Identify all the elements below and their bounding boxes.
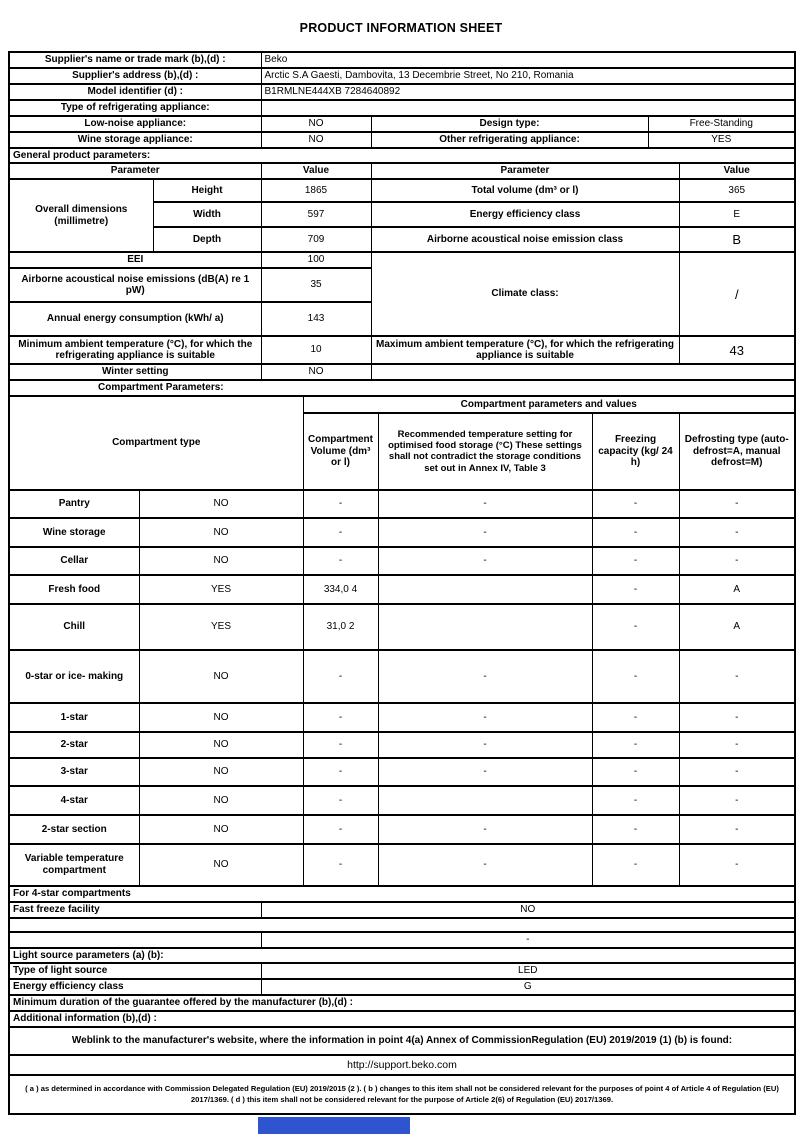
low-noise-label: Low-noise appliance: — [9, 116, 261, 132]
low-noise-value: NO — [261, 116, 371, 132]
model-identifier-label: Model identifier (d) : — [9, 84, 261, 100]
compartment-defrost: - — [679, 732, 795, 758]
compartment-volume: - — [303, 786, 378, 815]
compartment-freezing: - — [592, 650, 679, 703]
design-type-value: Free-Standing — [648, 116, 795, 132]
compartment-freezing: - — [592, 518, 679, 547]
noise-emission-class-label: Airborne acoustical noise emission class — [371, 227, 679, 252]
compartment-volume: - — [303, 650, 378, 703]
other-refrigerating-value: YES — [648, 132, 795, 148]
width-label: Width — [153, 202, 261, 227]
table-row — [9, 815, 795, 844]
compartment-defrost: - — [679, 758, 795, 786]
annual-energy-label: Annual energy consumption (kWh/ a) — [9, 302, 261, 336]
column-header-parameter-2: Parameter — [371, 163, 679, 179]
compartment-volume: 334,0 4 — [303, 575, 378, 604]
compartment-present: NO — [139, 732, 303, 758]
column-header-parameter-1: Parameter — [9, 163, 261, 179]
appliance-type-value — [261, 100, 795, 116]
compartment-name: Variable temperature compartment — [9, 844, 139, 886]
compartment-volume: - — [303, 703, 378, 732]
empty-label-cell — [9, 932, 261, 948]
compartment-present: NO — [139, 844, 303, 886]
compartment-freezing: - — [592, 815, 679, 844]
compartment-name: 1-star — [9, 703, 139, 732]
supplier-name-label: Supplier's name or trade mark (b),(d) : — [9, 52, 261, 68]
guarantee-label: Minimum duration of the guarantee offered by the manufacturer (b),(d) : — [9, 995, 795, 1011]
width-value: 597 — [261, 202, 371, 227]
compartment-defrost: A — [679, 604, 795, 650]
compartment-present: NO — [139, 786, 303, 815]
compartment-present: YES — [139, 604, 303, 650]
compartment-name: Chill — [9, 604, 139, 650]
compartment-temp — [378, 786, 592, 815]
supplier-name-value: Beko — [261, 52, 795, 68]
compartment-name: Wine storage — [9, 518, 139, 547]
appliance-type-label: Type of refrigerating appliance: — [9, 100, 261, 116]
compartment-volume: - — [303, 844, 378, 886]
compartment-present: NO — [139, 758, 303, 786]
compartment-temp: - — [378, 844, 592, 886]
total-volume-value: 365 — [679, 179, 795, 202]
compartment-temp: - — [378, 815, 592, 844]
compartment-present: YES — [139, 575, 303, 604]
compartment-defrost: - — [679, 547, 795, 575]
spacer-row — [9, 918, 795, 932]
overall-dimensions-label: Overall dimensions (millimetre) — [9, 179, 153, 252]
compartment-defrost: - — [679, 786, 795, 815]
compartment-temp: - — [378, 732, 592, 758]
compartment-type-header: Compartment type — [9, 396, 303, 490]
compartment-freezing: - — [592, 575, 679, 604]
compartment-temp: - — [378, 650, 592, 703]
energy-efficiency-class-value: E — [679, 202, 795, 227]
compartment-temp: - — [378, 490, 592, 518]
total-volume-label: Total volume (dm³ or l) — [371, 179, 679, 202]
product-information-table — [8, 51, 796, 1115]
compartment-name: 0-star or ice- making — [9, 650, 139, 703]
compartment-volume: - — [303, 815, 378, 844]
compartment-present: NO — [139, 650, 303, 703]
fast-freeze-label: Fast freeze facility — [9, 902, 261, 918]
compartment-temp: - — [378, 547, 592, 575]
max-ambient-temp-value: 43 — [679, 336, 795, 364]
light-source-section-label: Light source parameters (a) (b): — [9, 948, 795, 964]
compartment-present: NO — [139, 703, 303, 732]
design-type-label: Design type: — [371, 116, 648, 132]
compartment-volume: - — [303, 547, 378, 575]
max-ambient-temp-label: Maximum ambient temperature (°C), for which the refrigerating appliance is suitable — [371, 336, 679, 364]
footnote-text: ( a ) as determined in accordance with Commission Delegated Regulation (EU) 2019/2015 (2 ). ( b ) changes to this item shall not be considered relevant for the purposes of point 4 of Article 4 of Regulation (EU) 2017/1369. ( d ) this item shall not be considered relevant for the purpose of Article 2(6) of Regulation (EU) 2017/1369. — [9, 1075, 795, 1114]
table-row — [9, 575, 795, 604]
compartment-volume: - — [303, 732, 378, 758]
table-row — [9, 650, 795, 703]
compartment-name: 3-star — [9, 758, 139, 786]
compartment-freezing: - — [592, 547, 679, 575]
compartment-name: 2-star section — [9, 815, 139, 844]
energy-efficiency-class-label: Energy efficiency class — [371, 202, 679, 227]
table-row — [9, 703, 795, 732]
compartment-defrost: - — [679, 518, 795, 547]
table-row — [9, 732, 795, 758]
compartment-temp: - — [378, 518, 592, 547]
weblink-url[interactable]: http://support.beko.com — [9, 1055, 795, 1075]
light-source-type-value: LED — [261, 963, 795, 979]
height-value: 1865 — [261, 179, 371, 202]
compartment-temp: - — [378, 758, 592, 786]
compartment-defrost: - — [679, 703, 795, 732]
depth-label: Depth — [153, 227, 261, 252]
compartment-freezing: - — [592, 732, 679, 758]
depth-value: 709 — [261, 227, 371, 252]
compartment-defrost: - — [679, 844, 795, 886]
table-row — [9, 604, 795, 650]
compartment-volume: - — [303, 518, 378, 547]
min-ambient-temp-value: 10 — [261, 336, 371, 364]
acoustical-noise-value: 35 — [261, 268, 371, 302]
table-row — [9, 844, 795, 886]
compartment-present: NO — [139, 815, 303, 844]
general-section-label: General product parameters: — [9, 148, 795, 164]
compartment-volume: - — [303, 758, 378, 786]
noise-emission-class-value: B — [679, 227, 795, 252]
compartment-name: Cellar — [9, 547, 139, 575]
table-row — [9, 758, 795, 786]
climate-class-value: / — [679, 252, 795, 336]
wine-storage-appliance-label: Wine storage appliance: — [9, 132, 261, 148]
compartment-volume: 31,0 2 — [303, 604, 378, 650]
compartment-name: 2-star — [9, 732, 139, 758]
supplier-address-label: Supplier's address (b),(d) : — [9, 68, 261, 84]
acoustical-noise-label: Airborne acoustical noise emissions (dB(A) re 1 pW) — [9, 268, 261, 302]
table-row — [9, 518, 795, 547]
winter-setting-empty-cell — [371, 364, 795, 380]
freezing-capacity-header: Freezing capacity (kg/ 24 h) — [592, 413, 679, 490]
table-row — [9, 547, 795, 575]
other-refrigerating-label: Other refrigerating appliance: — [371, 132, 648, 148]
table-row — [9, 490, 795, 518]
light-efficiency-class-value: G — [261, 979, 795, 995]
four-star-section-label: For 4-star compartments — [9, 886, 795, 902]
wine-storage-appliance-value: NO — [261, 132, 371, 148]
light-efficiency-class-label: Energy efficiency class — [9, 979, 261, 995]
page-title: PRODUCT INFORMATION SHEET — [299, 21, 503, 35]
recommended-temp-header: Recommended temperature setting for optimised food storage (°C) These settings shall not contradict the storage conditions set out in Annex IV, Table 3 — [378, 413, 592, 490]
compartment-present: NO — [139, 547, 303, 575]
min-ambient-temp-label: Minimum ambient temperature (°C), for which the refrigerating appliance is suitable — [9, 336, 261, 364]
compartment-defrost: - — [679, 650, 795, 703]
compartment-volume-header: Compartment Volume (dm³ or l) — [303, 413, 378, 490]
winter-setting-label: Winter setting — [9, 364, 261, 380]
compartment-freezing: - — [592, 844, 679, 886]
compartment-temp — [378, 575, 592, 604]
compartment-name: Pantry — [9, 490, 139, 518]
fast-freeze-value: NO — [261, 902, 795, 918]
light-source-type-label: Type of light source — [9, 963, 261, 979]
compartment-defrost: - — [679, 490, 795, 518]
height-label: Height — [153, 179, 261, 202]
weblink-label: Weblink to the manufacturer's website, where the information in point 4(a) Annex of CommissionRegulation (EU) 2019/2019 (1) (b) is found: — [9, 1027, 795, 1055]
compartment-name: 4-star — [9, 786, 139, 815]
compartment-present: NO — [139, 490, 303, 518]
defrosting-type-header: Defrosting type (auto-defrost=A, manual defrost=M) — [679, 413, 795, 490]
compartment-freezing: - — [592, 786, 679, 815]
compartment-present: NO — [139, 518, 303, 547]
compartment-freezing: - — [592, 490, 679, 518]
column-header-value-2: Value — [679, 163, 795, 179]
compartment-group-header: Compartment parameters and values — [303, 396, 795, 413]
winter-setting-value: NO — [261, 364, 371, 380]
compartment-freezing: - — [592, 758, 679, 786]
compartment-freezing: - — [592, 703, 679, 732]
compartment-section-label: Compartment Parameters: — [9, 380, 795, 396]
empty-value-cell: - — [261, 932, 795, 948]
column-header-value-1: Value — [261, 163, 371, 179]
bottom-blue-rectangle — [258, 1117, 410, 1134]
compartment-freezing: - — [592, 604, 679, 650]
climate-class-label: Climate class: — [371, 252, 679, 336]
compartment-temp: - — [378, 703, 592, 732]
eei-value: 100 — [261, 252, 371, 268]
compartment-temp — [378, 604, 592, 650]
compartment-defrost: A — [679, 575, 795, 604]
compartment-volume: - — [303, 490, 378, 518]
supplier-address-value: Arctic S.A Gaesti, Dambovita, 13 Decembrie Street, No 210, Romania — [261, 68, 795, 84]
table-row — [9, 786, 795, 815]
annual-energy-value: 143 — [261, 302, 371, 336]
compartment-defrost: - — [679, 815, 795, 844]
additional-info-label: Additional information (b),(d) : — [9, 1011, 795, 1027]
compartment-name: Fresh food — [9, 575, 139, 604]
eei-label: EEI — [9, 252, 261, 268]
model-identifier-value: B1RMLNE444XB 7284640892 — [261, 84, 795, 100]
